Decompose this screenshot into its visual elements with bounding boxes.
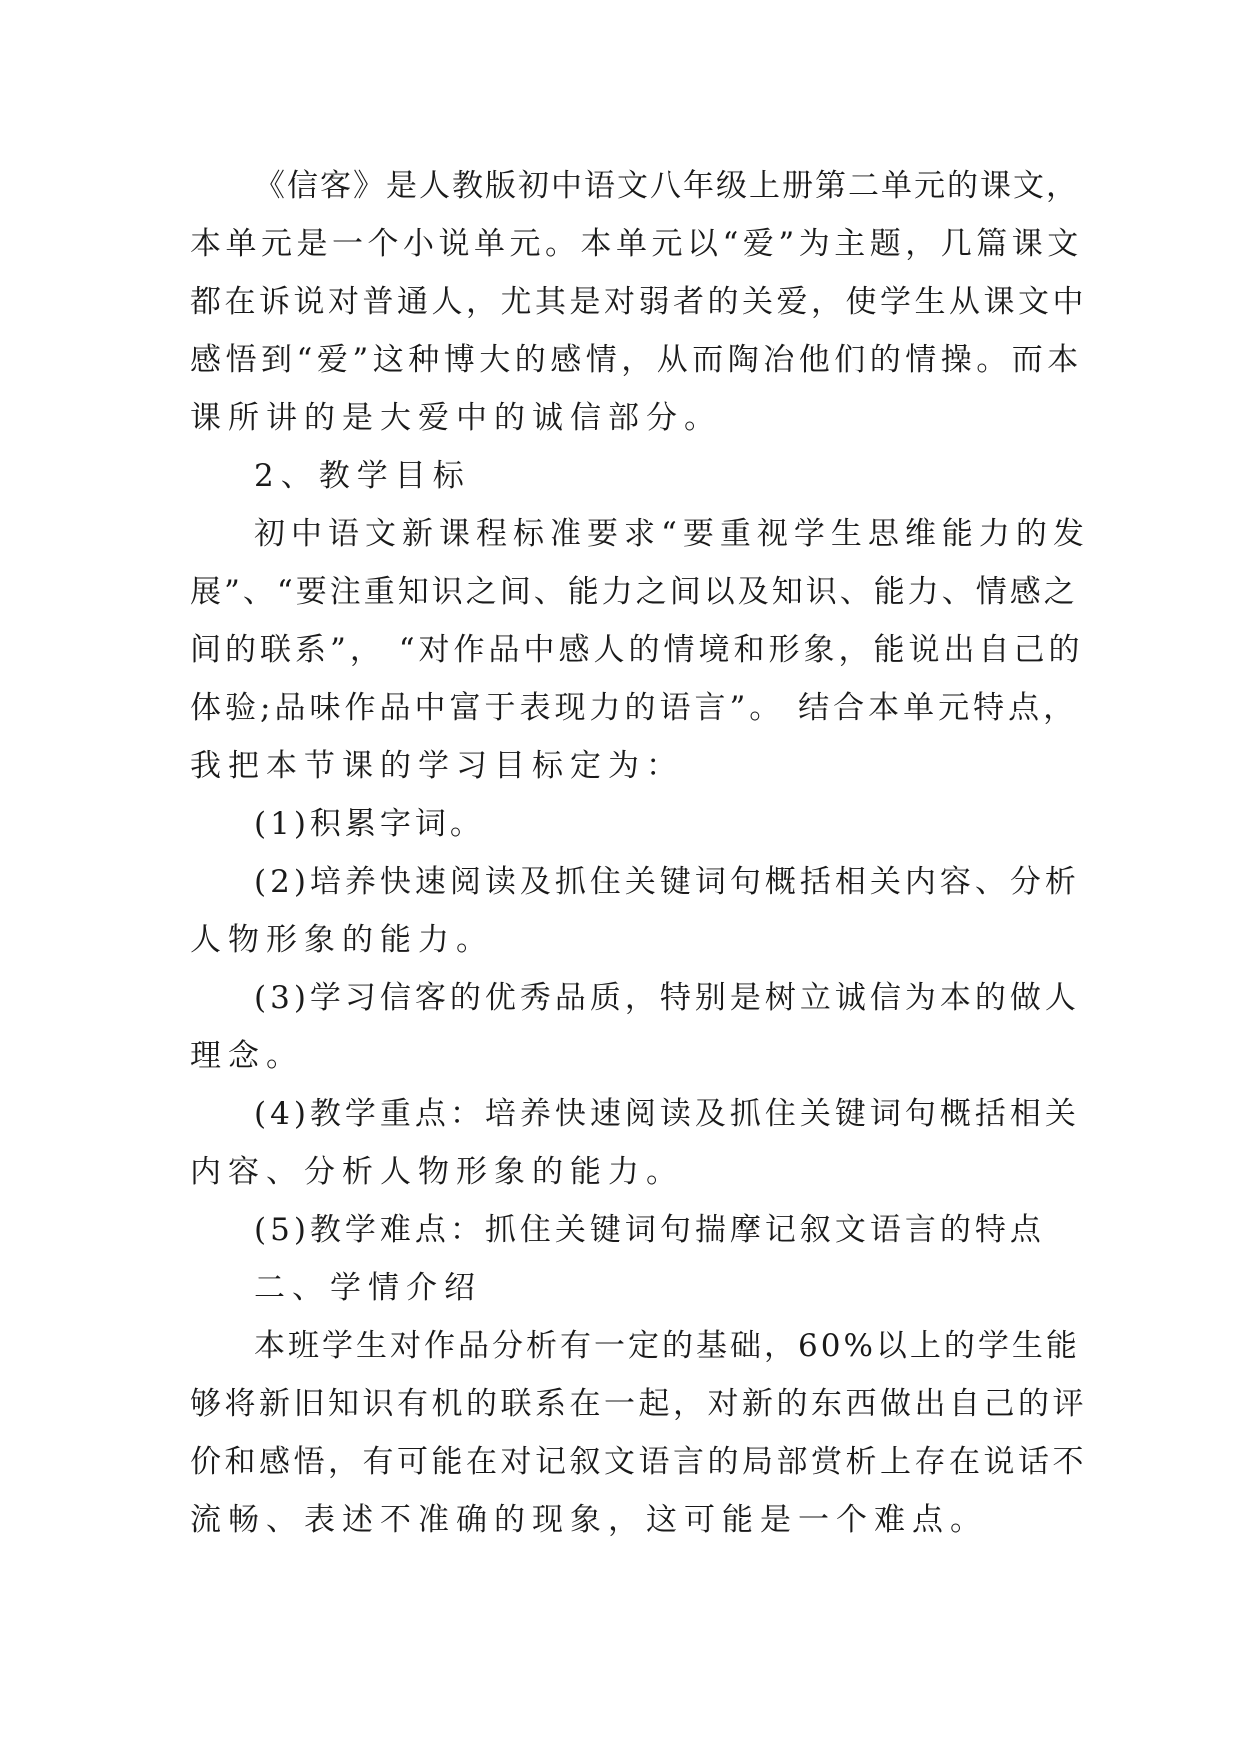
section-heading: 2、教学目标	[254, 458, 471, 494]
paragraph-line: 本单元是一个小说单元。本单元以“爱”为主题，几篇课文	[190, 226, 1083, 262]
list-item: (5)教学难点：抓住关键词句揣摩记叙文语言的特点	[254, 1212, 1045, 1248]
list-item-continuation: 理念。	[190, 1038, 304, 1074]
list-item: (3)学习信客的优秀品质，特别是树立诚信为本的做人	[254, 980, 1080, 1016]
paragraph-line: 间的联系”， “对作品中感人的情境和形象，能说出自己的	[190, 632, 1084, 668]
paragraph-line: 课所讲的是大爱中的诚信部分。	[190, 400, 722, 436]
paragraph-line: 感悟到“爱”这种博大的感情，从而陶冶他们的情操。而本	[190, 342, 1083, 378]
paragraph-line: 价和感悟，有可能在对记叙文语言的局部赏析上存在说话不	[190, 1444, 1087, 1480]
section-heading: 二、学情介绍	[254, 1270, 482, 1306]
list-item-continuation: 内容、分析人物形象的能力。	[190, 1154, 684, 1190]
paragraph-line: 够将新旧知识有机的联系在一起，对新的东西做出自己的评	[190, 1386, 1087, 1422]
list-item: (4)教学重点：培养快速阅读及抓住关键词句概括相关	[254, 1096, 1080, 1132]
paragraph-line: 本班学生对作品分析有一定的基础，60%以上的学生能	[254, 1328, 1080, 1364]
paragraph-line: 都在诉说对普通人，尤其是对弱者的关爱，使学生从课文中	[190, 284, 1087, 320]
list-item-continuation: 人物形象的能力。	[190, 922, 494, 958]
paragraph-line: 《信客》是人教版初中语文八年级上册第二单元的课文，	[254, 168, 1079, 204]
paragraph-line: 流畅、表述不准确的现象，这可能是一个难点。	[190, 1502, 988, 1538]
paragraph-line: 初中语文新课程标准要求“要重视学生思维能力的发	[254, 516, 1090, 552]
paragraph-line: 展”、“要注重知识之间、能力之间以及知识、能力、情感之	[190, 574, 1078, 610]
paragraph-line: 体验;品味作品中富于表现力的语言”。 结合本单元特点，	[190, 690, 1079, 726]
list-item: (1)积累字词。	[254, 806, 485, 842]
list-item: (2)培养快速阅读及抓住关键词句概括相关内容、分析	[254, 864, 1080, 900]
paragraph-line: 我把本节课的学习目标定为：	[190, 748, 684, 784]
